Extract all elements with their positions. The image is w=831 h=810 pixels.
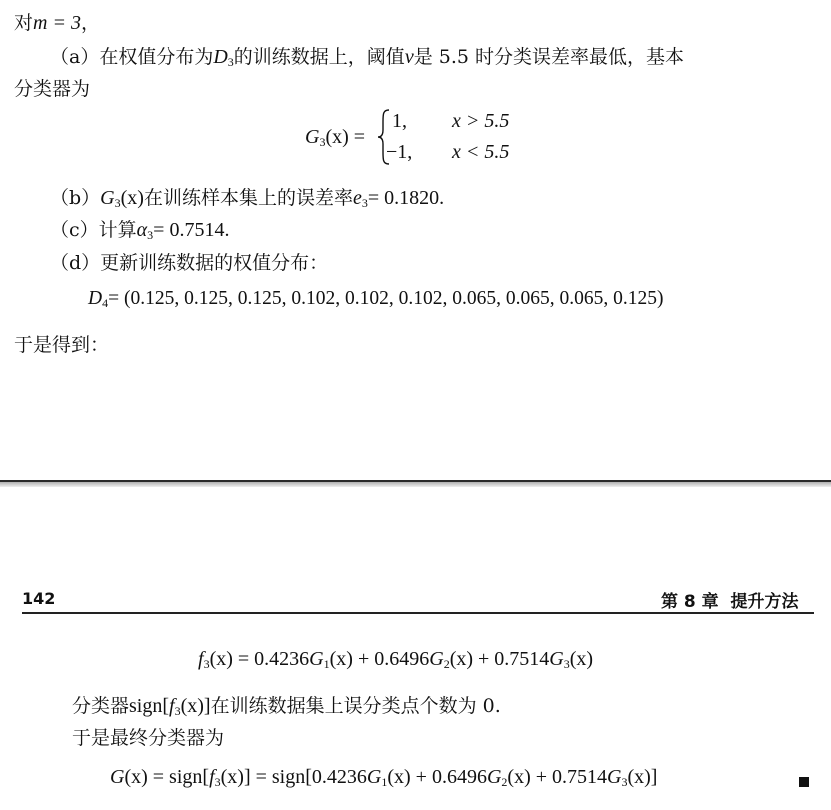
line1-text2: 在训练数据集上误分类点个数为 0.	[210, 695, 501, 717]
item-b-value: = 0.1820.	[367, 187, 445, 209]
final-tail: (x)]	[627, 766, 658, 788]
item-c-alpha-sub: 3	[147, 228, 154, 242]
item-c-value: = 0.7514.	[153, 219, 230, 241]
f3-g3-sub: 3	[563, 657, 570, 671]
item-c-text: 计算	[98, 219, 137, 241]
line1-math2: (x)]	[180, 695, 211, 717]
final-f: f	[209, 766, 215, 788]
header-rule	[22, 612, 814, 614]
d4-lhs-sub: 4	[102, 296, 109, 310]
line1-math: sign[	[129, 695, 170, 717]
f3-lhs-sub: 3	[203, 657, 210, 671]
f3-g3: G	[549, 648, 564, 670]
intro-prefix: 对	[14, 12, 34, 34]
item-b-g-sub: 3	[114, 196, 121, 210]
item-b-e: e	[352, 187, 362, 209]
case1-value: 1,	[392, 110, 407, 132]
chapter-title: 提升方法	[730, 592, 799, 612]
final-lhs-arg: (x) = sign[	[124, 766, 210, 788]
item-b-g: G	[100, 187, 115, 209]
qed-square-icon	[799, 777, 809, 787]
chapter-label: 第 8 章	[661, 592, 719, 612]
final-g2-sub: 2	[501, 775, 508, 789]
f3-g2-sub: 2	[443, 657, 450, 671]
chapter-header	[661, 587, 799, 612]
conclusion-line: 于是得到：	[14, 334, 110, 356]
item-a-var: v	[404, 46, 414, 68]
g3-lhs-arg: (x) =	[325, 126, 366, 148]
item-b-text: 在训练样本集上的误差率	[143, 187, 353, 209]
item-d-text: 更新训练数据的权值分布：	[100, 252, 329, 274]
case2-value: −1,	[386, 141, 413, 163]
final-g3: G	[607, 766, 622, 788]
f3-lhs: f	[198, 648, 204, 670]
f3-g1-sub: 1	[323, 657, 330, 671]
case2-cond-text: x < 5.5	[452, 141, 510, 163]
item-a-marker: （a）	[50, 46, 100, 68]
f3-g2: G	[429, 648, 444, 670]
line1-f: f	[169, 695, 175, 717]
item-d-marker: （d）	[50, 252, 101, 274]
g3-lhs-g: G	[305, 126, 320, 148]
final-g1-sub: 1	[381, 775, 388, 789]
item-a-line2: 分类器为	[14, 78, 91, 100]
f3-g1: G	[309, 648, 324, 670]
item-a-dist: D	[213, 46, 228, 68]
intro-math: m = 3	[33, 12, 81, 34]
item-b-e-sub: 3	[361, 196, 368, 210]
case1-cond-text: x > 5.5	[452, 110, 510, 132]
item-c-line	[50, 215, 229, 242]
item-a-dist-sub: 3	[227, 55, 234, 69]
f3-g2-tail: (x) + 0.7514	[449, 648, 550, 670]
intro-line	[14, 8, 100, 35]
final-lhs: G	[110, 766, 125, 788]
f3-g3-tail: (x)	[569, 648, 594, 670]
line1-f-sub: 3	[174, 704, 181, 718]
item-a-text1: 在权值分布为	[99, 46, 214, 68]
item-a-text3: 是 5.5 时分类误差率最低，基本	[413, 46, 684, 68]
case1-cond	[452, 110, 509, 133]
d4-values: = (0.125, 0.125, 0.125, 0.102, 0.102, 0.102, 0.065, 0.065, 0.065, 0.125)	[108, 288, 664, 309]
final-g3-sub: 3	[621, 775, 628, 789]
item-d-line	[50, 248, 328, 275]
f3-g1-tail: (x) + 0.6496	[329, 648, 430, 670]
final-g2: G	[486, 766, 502, 788]
intro-suffix: ，	[80, 12, 100, 34]
g3-lhs-sub: 3	[319, 135, 326, 149]
item-a-text2: 的训练数据上，阈值	[233, 46, 405, 68]
final-classifier-equation	[110, 766, 657, 789]
final-mid: (x)] = sign[0.4236	[220, 766, 367, 788]
case2-cond	[452, 141, 509, 164]
item-b-g-arg: (x)	[120, 187, 144, 209]
final-classifier-intro: 于是最终分类器为	[72, 727, 225, 749]
final-g1-tail: (x) + 0.6496	[387, 766, 487, 788]
d4-equation	[88, 288, 663, 310]
item-c-marker: （c）	[50, 219, 99, 241]
f3-lhs-arg: (x) = 0.4236	[209, 648, 310, 670]
d4-lhs: D	[88, 288, 103, 309]
f3-equation	[198, 648, 593, 671]
final-g1: G	[366, 766, 382, 788]
classifier-error-line	[72, 691, 501, 718]
item-a-line1	[50, 42, 684, 69]
final-f-sub: 3	[214, 775, 221, 789]
g3-lhs	[305, 126, 365, 149]
item-c-alpha: α	[136, 219, 148, 241]
page-number: 142	[22, 589, 56, 608]
page-break-shadow	[0, 482, 831, 487]
final-g2-tail: (x) + 0.7514	[507, 766, 608, 788]
line1-text1: 分类器	[72, 695, 130, 717]
item-b-line	[50, 183, 444, 210]
item-b-marker: （b）	[50, 187, 101, 209]
